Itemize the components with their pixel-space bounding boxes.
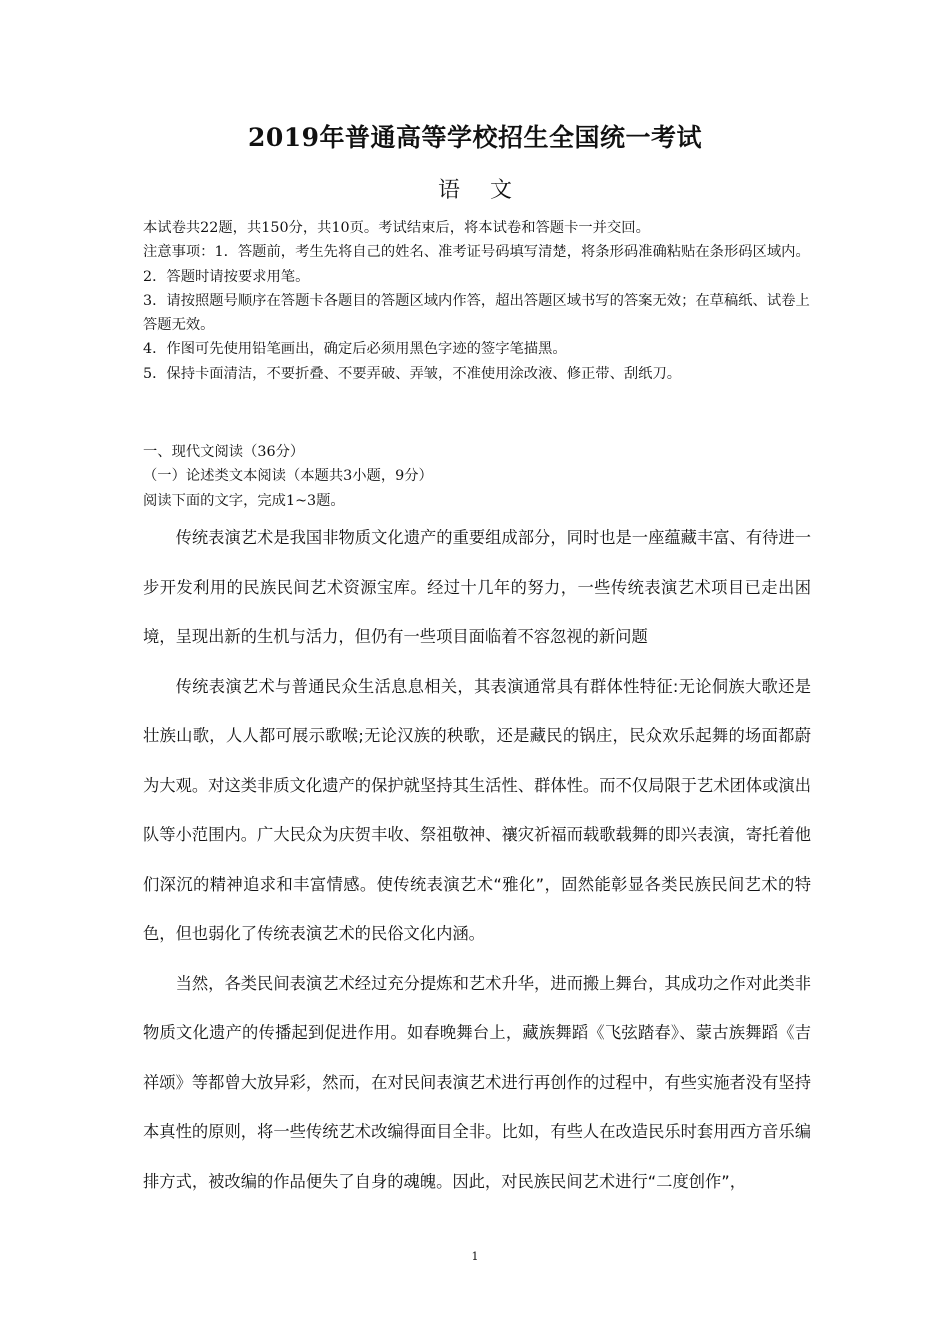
section-heading: 一、现代文阅读（36分） (143, 444, 305, 460)
subject-title: 语文 (437, 178, 542, 203)
reading-passage (143, 513, 811, 1206)
instruction-line: 5．保持卡面清洁，不要折叠、不要弄破、弄皱，不准使用涂改液、修正带、刮纸刀。 (143, 365, 682, 382)
passage-paragraph: 当然，各类民间表演艺术经过充分提炼和艺术升华，进而搬上舞台，其成功之作对此类非物质文化遗产的传播起到促进作用。如春晚舞台上，藏族舞蹈《飞弦踏春》、蒙古族舞蹈《吉祥颂》等都曾大放异彩，然而，在对民间表演艺术进行再创作的过程中，有些实施者没有坚持本真性的原则，将一些传统艺术改编得面目全非。比如，有些人在改造民乐时套用西方音乐编排方式，被改编的作品便失了自身的魂魄。因此，对民族民间艺术进行“二度创作”， (143, 973, 811, 1191)
instruction-line: 4．作图可先使用铅笔画出，确定后必须用黑色字迹的签字笔描黑。 (143, 341, 567, 358)
exam-title: 2019年普通高等学校招生全国统一考试 (247, 123, 703, 152)
page-number: 1 (471, 1250, 479, 1263)
instruction-line: 注意事项：1．答题前，考生先将自己的姓名、准考证号码填写清楚，将条形码准确粘贴在条形码区域内。 (143, 244, 810, 261)
exam-instructions (143, 216, 815, 386)
instruction-line: 本试卷共22题，共150分，共10页。考试结束后，将本试卷和答题卡一并交回。 (143, 220, 650, 236)
reading-prompt: 阅读下面的文字，完成1~3题。 (143, 492, 345, 509)
section-subheading: （一）论述类文本阅读（本题共3小题，9分） (143, 468, 433, 485)
section-header (143, 440, 815, 513)
passage-paragraph: 传统表演艺术是我国非物质文化遗产的重要组成部分，同时也是一座蕴藏丰富、有待进一步开发利用的民族民间艺术资源宝库。经过十几年的努力，一些传统表演艺术项目已走出困境，呈现出新的生机与活力，但仍有一些项目面临着不容忽视的新问题 (143, 528, 811, 646)
instruction-line: 2．答题时请按要求用笔。 (143, 268, 310, 285)
instruction-line: 3．请按照题号顺序在答题卡各题目的答题区域内作答，超出答题区域书写的答案无效；在草稿纸、试卷上答题无效。 (143, 292, 810, 334)
passage-paragraph: 传统表演艺术与普通民众生活息息相关，其表演通常具有群体性特征:无论侗族大歌还是壮族山歌，人人都可展示歌喉;无论汉族的秧歌，还是藏民的锅庄，民众欢乐起舞的场面都蔚为大观。对这类非质文化遗产的保护就坚持其生活性、群体性。而不仅局限于艺术团体或演出队等小范围内。广大民众为庆贺丰收、祭祖敬神、禳灾祈福而载歌载舞的即兴表演，寄托着他们深沉的精神追求和丰富情感。使传统表演艺术“雅化”，固然能彰显各类民族民间艺术的特色，但也弱化了传统表演艺术的民俗文化内涵。 (143, 676, 811, 943)
